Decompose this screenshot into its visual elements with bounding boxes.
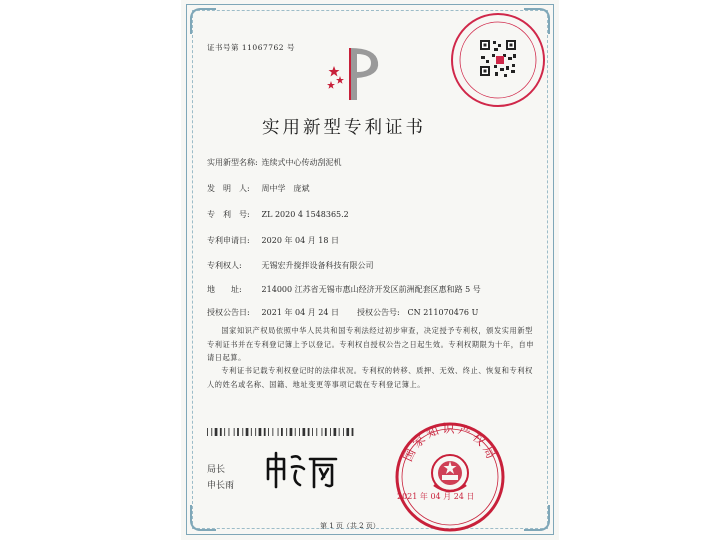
corner-ornament-top-left	[190, 8, 216, 34]
field-patent-number	[207, 209, 349, 220]
field-patentee	[207, 260, 374, 271]
field-value: 214000 江苏省无锡市惠山经济开发区前洲配套区惠和路 5 号	[261, 285, 481, 294]
field-value: ZL 2020 4 1548365.2	[261, 210, 349, 219]
certificate-number-value: 11067762	[241, 43, 285, 52]
field-inventor	[207, 183, 310, 194]
national-emblem-icon	[432, 455, 468, 491]
page-footer: 第 1 页（共 2 页）	[320, 522, 380, 530]
field-label: 地 址:	[207, 285, 242, 294]
body-paragraph-2: 专利证书记载专利权登记时的法律状况。专利权的转移、质押、无效、终止、恢复和专利权人的姓名或名称、国籍、地址变更等事项记载在专利登记簿上。	[207, 366, 533, 389]
field-value: 无锡宏升搅拌设备科技有限公司	[261, 261, 374, 270]
corner-ornament-bottom-right	[524, 505, 550, 531]
patent-office-logo-icon	[320, 44, 392, 104]
seal-org-text: 国家知识产权局	[400, 421, 500, 464]
field-label: 专利申请日:	[207, 236, 250, 245]
field-value: 周中学 庞斌	[261, 184, 310, 193]
qr-code-icon	[448, 10, 548, 110]
field-value: 2020 年 04 月 18 日	[261, 236, 339, 245]
barcode-icon	[207, 428, 357, 436]
body-paragraph-1: 国家知识产权局依照中华人民共和国专利法经过初步审查，决定授予专利权，颁发实用新型专利证书并在专利登记簿上予以登记。专利权自授权公告之日起生效。专利权期限为十年，自申请日起算。	[207, 326, 535, 362]
field-label: 授权公告日:	[207, 308, 250, 317]
field-label: 发 明 人:	[207, 184, 250, 193]
field-label: 实用新型名称:	[207, 158, 258, 167]
certificate-number	[207, 42, 295, 53]
handwritten-signature	[262, 449, 342, 493]
field-utility-model-name	[207, 157, 342, 168]
certificate-title: 实用新型专利证书	[262, 118, 426, 138]
svg-text:国家知识产权局	[401, 421, 500, 463]
field-label: 专 利 号:	[207, 210, 250, 219]
field-announcement-date	[207, 307, 339, 318]
field-value: 2021 年 04 月 24 日	[261, 308, 339, 317]
official-seal	[394, 421, 506, 533]
field-address	[207, 284, 481, 295]
field-value: CN 211070476 U	[407, 308, 479, 317]
certificate-number-label: 证书号第	[207, 43, 239, 52]
corner-ornament-bottom-left	[190, 505, 216, 531]
field-value: 连续式中心传动刮泥机	[261, 158, 342, 167]
field-label: 专利权人:	[207, 261, 242, 270]
field-announcement-number	[357, 307, 478, 318]
field-label: 授权公告号:	[357, 308, 400, 317]
seal-date: 2021 年 04 月 24 日	[397, 492, 475, 501]
signatory-name: 申长雨	[207, 481, 235, 491]
signatory-title: 局长	[207, 465, 226, 475]
certificate-number-suffix: 号	[286, 43, 295, 52]
field-filing-date	[207, 235, 339, 246]
